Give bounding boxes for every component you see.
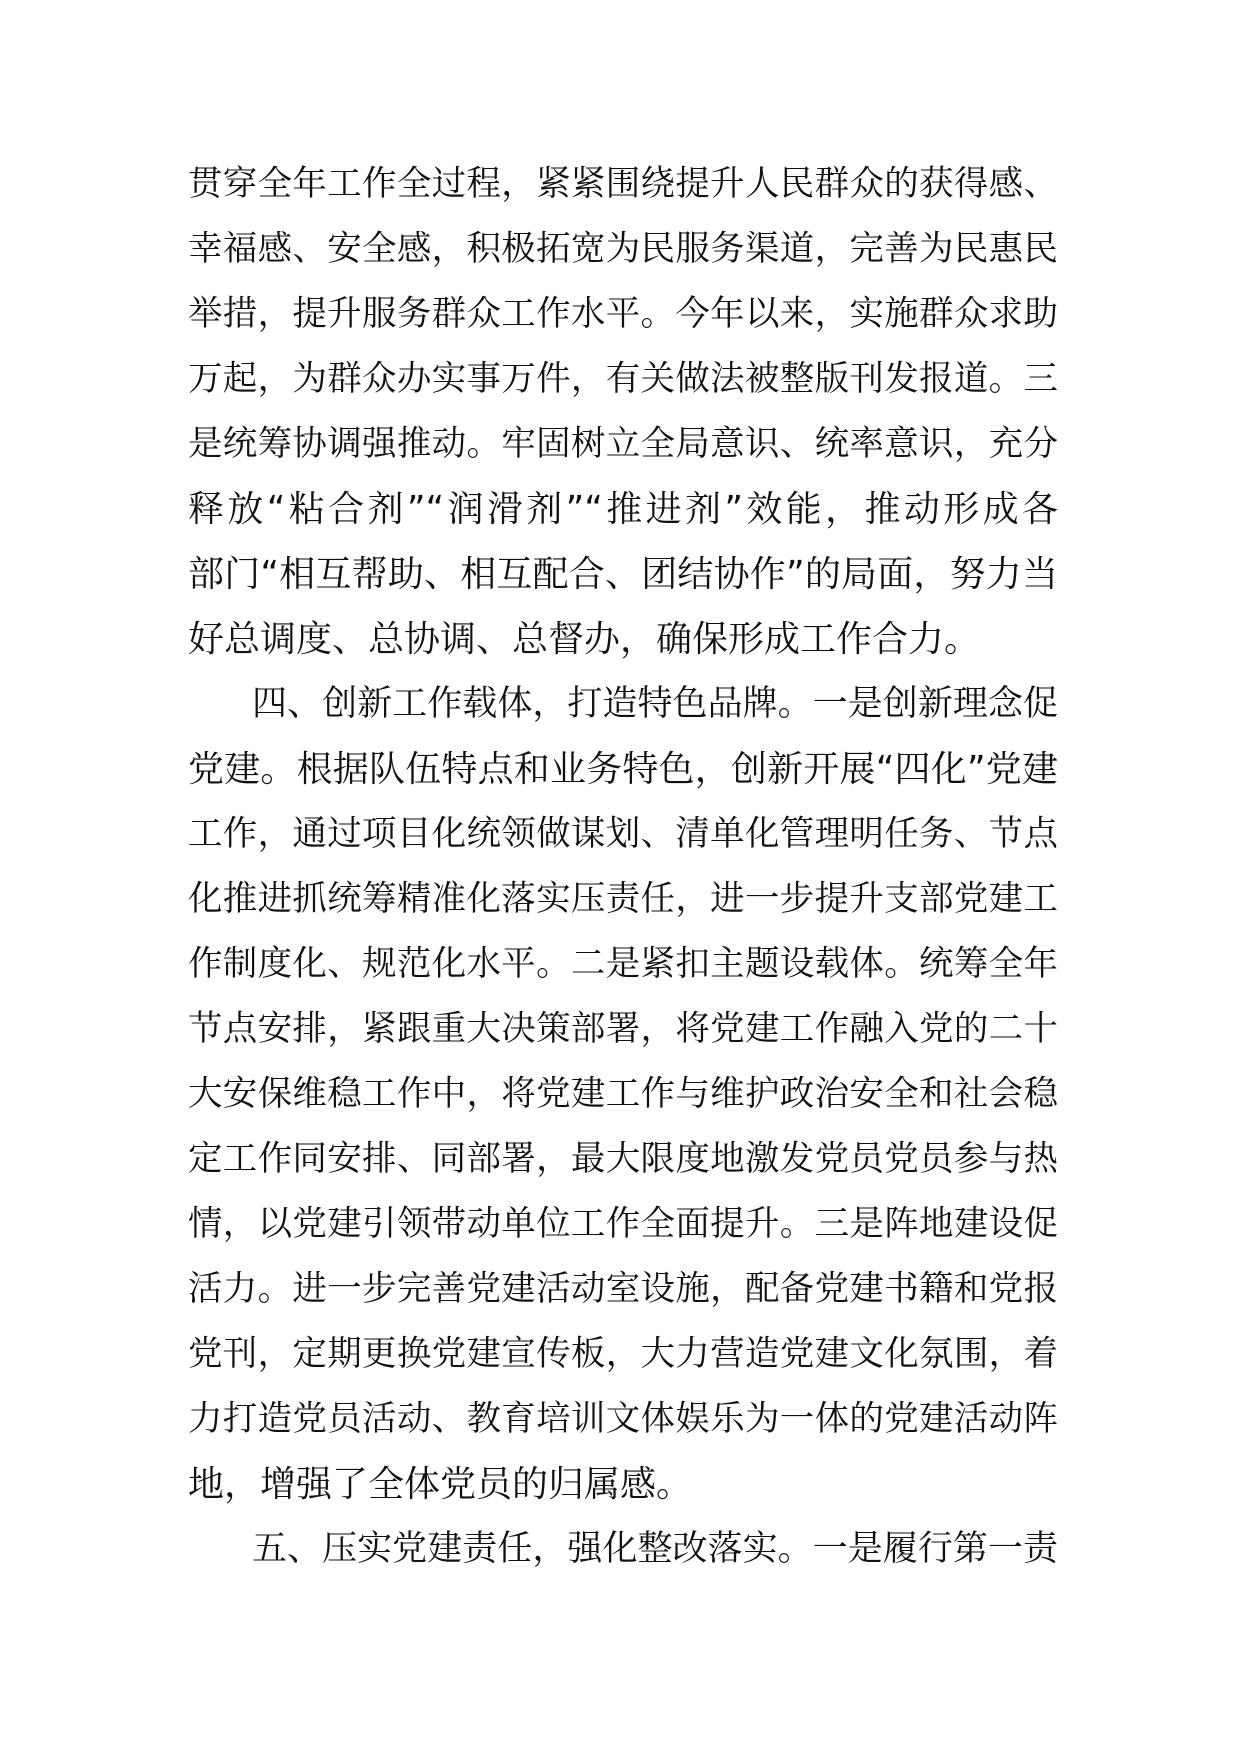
text-line: 党刊，定期更换党建宣传板，大力营造党建文化氛围，着 [188,1334,1058,1374]
text-line: 是统筹协调强推动。牢固树立全局意识、统率意识，充分 [188,424,1058,464]
text-line: 情，以党建引领带动单位工作全面提升。三是阵地建设促 [188,1204,1058,1244]
text-line: 活力。进一步完善党建活动室设施，配备党建书籍和党报 [188,1269,1058,1309]
text-line: 大安保维稳工作中，将党建工作与维护政治安全和社会稳 [188,1074,1058,1114]
text-line: 定工作同安排、同部署，最大限度地激发党员党员参与热 [188,1139,1058,1179]
text-line: 释放“粘合剂”“润滑剂”“推进剂”效能，推动形成各 [188,489,1058,530]
text-line: 党建。根据队伍特点和业务特色，创新开展“四化”党建 [188,749,1058,790]
text-line: 作制度化、规范化水平。二是紧扣主题设载体。统筹全年 [188,944,1058,984]
paragraph-heading-line: 五、压实党建责任，强化整改落实。一是履行第一责 [252,1529,1058,1569]
text-line: 工作，通过项目化统领做谋划、清单化管理明任务、节点 [188,814,1058,854]
text-line: 化推进抓统筹精准化落实压责任，进一步提升支部党建工 [188,879,1058,919]
text-line: 万起，为群众办实事万件，有关做法被整版刊发报道。三 [188,359,1058,399]
text-line: 好总调度、总协调、总督办，确保形成工作合力。 [188,619,981,660]
text-line: 贯穿全年工作全过程，紧紧围绕提升人民群众的获得感、 [188,164,1058,204]
body-text [188,152,1058,1582]
text-line: 节点安排，紧跟重大决策部署，将党建工作融入党的二十 [188,1009,1058,1049]
text-line: 部门“相互帮助、相互配合、团结协作”的局面，努力当 [188,554,1058,595]
text-line: 幸福感、安全感，积极拓宽为民服务渠道，完善为民惠民 [188,229,1058,269]
text-line: 举措，提升服务群众工作水平。今年以来，实施群众求助 [188,294,1058,334]
text-line: 地，增强了全体党员的归属感。 [188,1464,693,1505]
paragraph-heading-line: 四、创新工作载体，打造特色品牌。一是创新理念促 [252,684,1058,724]
text-line: 力打造党员活动、教育培训文体娱乐为一体的党建活动阵 [188,1399,1058,1439]
